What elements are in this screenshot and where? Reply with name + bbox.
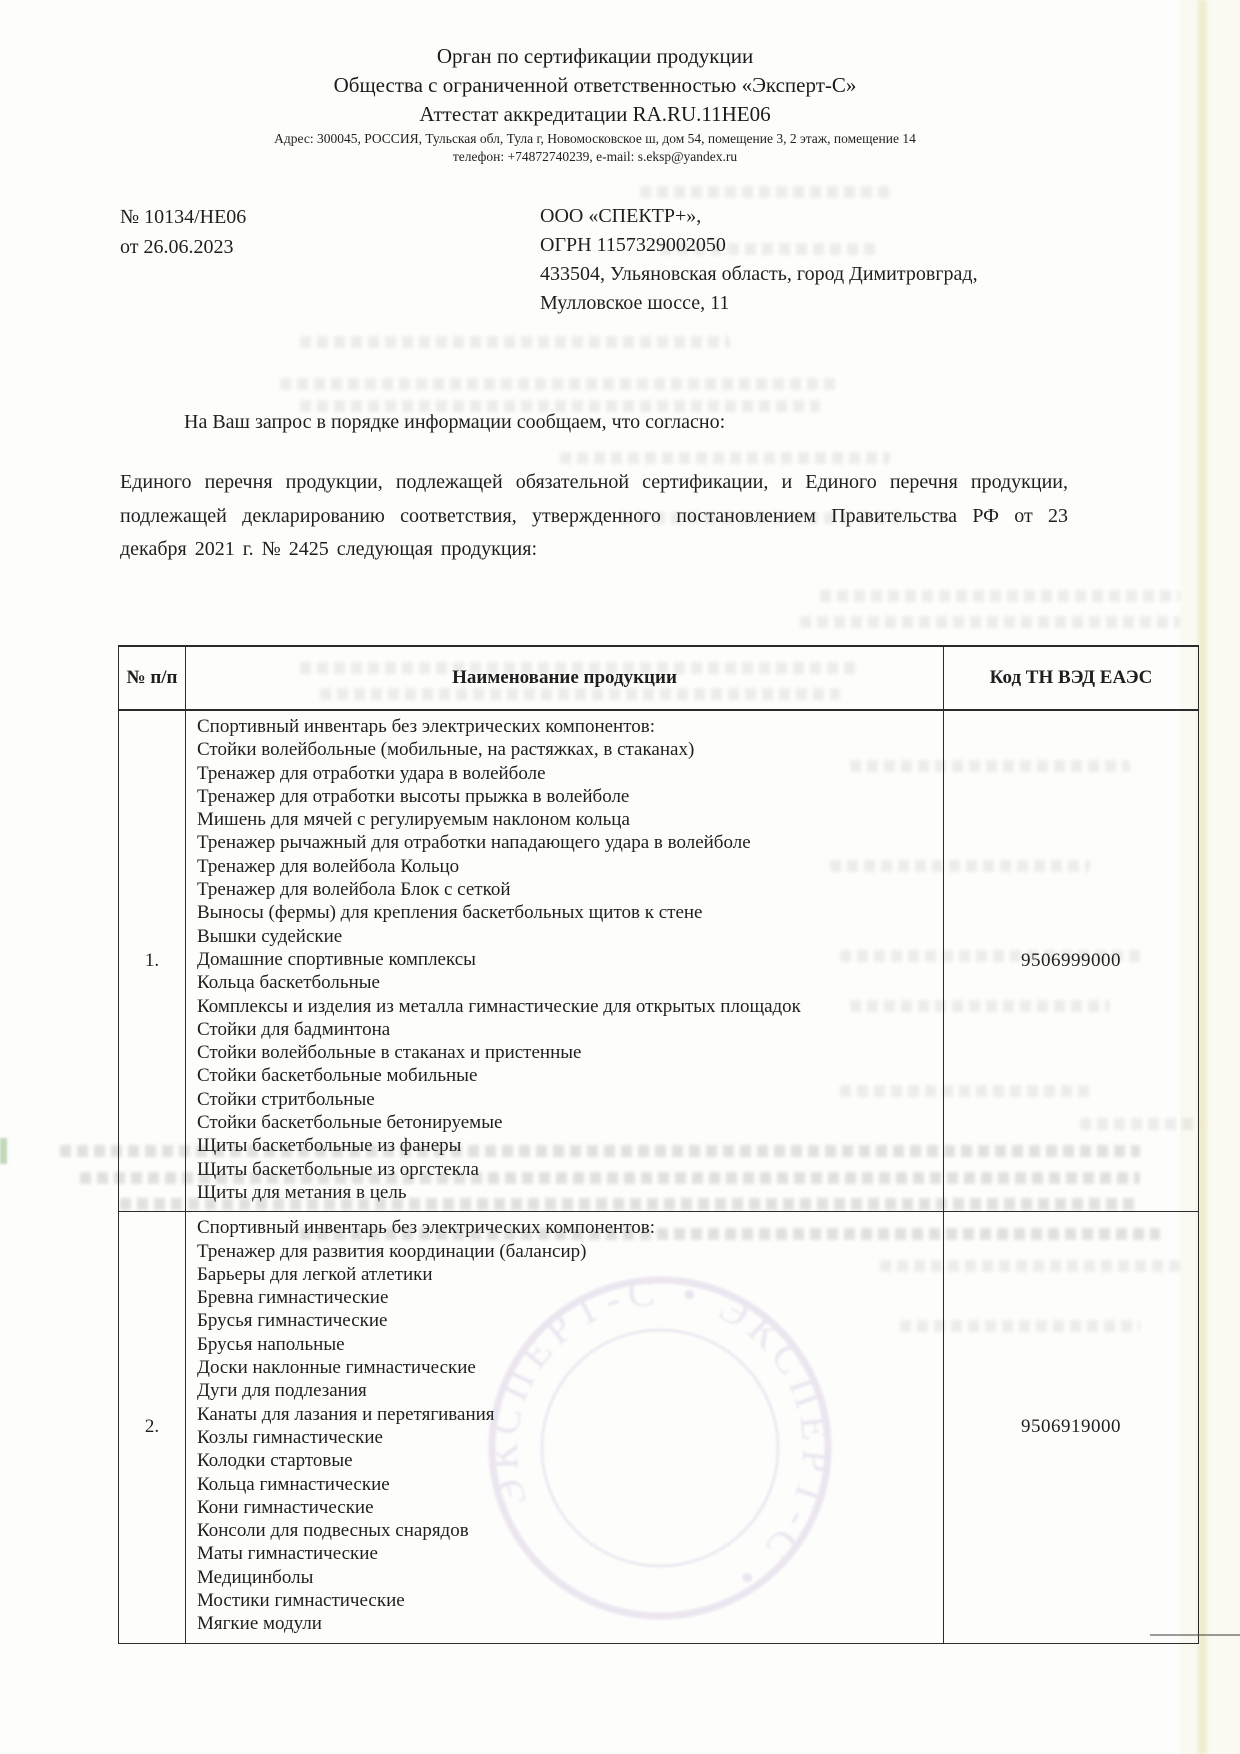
product-item: Стойки для бадминтона	[197, 1018, 391, 1040]
product-item: Стойки волейбольные (мобильные, на растяжках, в стаканах)	[197, 739, 695, 761]
product-item: Тренажер для отработки удара в волейболе	[197, 762, 546, 784]
recipient-name: ООО «СПЕКТР+»,	[540, 205, 702, 227]
product-item: Стойки волейбольные в стаканах и пристенные	[197, 1042, 582, 1064]
product-item: Вышки судейские	[197, 925, 343, 947]
tnved-code: 9506999000	[944, 710, 1199, 1212]
table-row	[119, 710, 1199, 1212]
product-item: Колодки стартовые	[197, 1450, 353, 1472]
col-header-name: Наименование продукции	[186, 646, 944, 710]
bleed-through-artifact	[280, 378, 840, 390]
product-item: Спортивный инвентарь без электрических компонентов:	[197, 1217, 656, 1239]
bleed-through-artifact	[640, 186, 890, 198]
recipient-block	[540, 202, 1070, 318]
product-item: Козлы гимнастические	[197, 1426, 383, 1448]
scan-edge-artifact	[1198, 0, 1207, 1754]
product-item: Доски наклонные гимнастические	[197, 1357, 476, 1379]
product-item: Тренажер для развития координации (балансир)	[197, 1240, 587, 1262]
bleed-through-artifact	[800, 616, 1180, 628]
product-item: Комплексы и изделия из металла гимнастические для открытых площадок	[197, 995, 801, 1017]
product-item: Спортивный инвентарь без электрических компонентов:	[197, 716, 656, 737]
table-header-row	[119, 646, 1199, 710]
letter-date: от 26.06.2023	[120, 236, 234, 258]
letter-number: № 10134/НЕ06	[120, 206, 247, 228]
org-title: Орган по сертификации продукции	[436, 44, 754, 68]
product-item: Тренажер для волейбола Блок с сеткой	[197, 879, 511, 901]
recipient-address-line2: Мулловское шоссе, 11	[540, 292, 730, 314]
legal-paragraph: Единого перечня продукции, подлежащей обязательной сертификации, и Единого перечня продукции, подлежащей декларированию соответствия, утвержденного постановлением Правительства РФ от 23 декабря 2021 г. № 2425 следующая продукция:	[120, 471, 1068, 560]
product-items-cell	[186, 1212, 944, 1643]
letterhead	[120, 42, 1070, 165]
col-header-code: Код ТН ВЭД ЕАЭС	[944, 646, 1199, 710]
product-item: Мишень для мячей с регулируемым наклоном кольца	[197, 809, 630, 831]
product-item: Тренажер для отработки высоты прыжка в волейболе	[197, 785, 630, 807]
product-item: Тренажер рычажный для отработки нападающего удара в волейболе	[197, 832, 751, 854]
product-item: Домашние спортивные комплексы	[197, 948, 476, 970]
product-item: Брусья напольные	[197, 1333, 345, 1355]
row-number: 2.	[119, 1212, 186, 1643]
products-table	[118, 645, 1199, 1644]
product-item: Щиты для метания в цель	[197, 1181, 407, 1203]
bleed-through-artifact	[300, 336, 730, 348]
table-body	[119, 710, 1199, 1643]
product-item: Дуги для подлезания	[197, 1380, 367, 1402]
stamp-text: ЭКСПЕРТ-С • ЭКСПЕРТ-С •	[480, 1268, 840, 1605]
product-item: Мостики гимнастические	[197, 1589, 405, 1611]
reference-block	[120, 202, 1070, 318]
product-item: Мягкие модули	[197, 1613, 322, 1635]
col-header-num: № п/п	[119, 646, 186, 710]
product-item: Щиты баскетбольные из фанеры	[197, 1135, 462, 1157]
product-item: Тренажер для волейбола Кольцо	[197, 855, 460, 877]
product-item: Кольца гимнастические	[197, 1473, 390, 1495]
scan-edge-artifact	[0, 1138, 7, 1164]
product-item: Щиты баскетбольные из оргстекла	[197, 1158, 479, 1180]
table-row	[119, 1212, 1199, 1643]
org-contact: телефон: +74872740239, e-mail: s.eksp@yandex.ru	[452, 149, 738, 164]
outgoing-reference	[120, 202, 540, 318]
product-item: Кольца баскетбольные	[197, 972, 380, 994]
table-header	[119, 646, 1199, 710]
recipient-ogrn: ОГРН 1157329002050	[540, 234, 726, 256]
product-item: Барьеры для легкой атлетики	[197, 1263, 433, 1285]
product-item: Стойки баскетбольные бетонируемые	[197, 1112, 503, 1134]
recipient-address-line1: 433504, Ульяновская область, город Димитровград,	[540, 263, 978, 285]
row-number: 1.	[119, 710, 186, 1212]
intro-line: На Ваш запрос в порядке информации сообщаем, что согласно:	[184, 411, 726, 433]
product-item: Кони гимнастические	[197, 1496, 374, 1518]
bleed-through-artifact	[820, 590, 1180, 602]
product-items-cell	[186, 710, 944, 1212]
org-address: Адрес: 300045, РОССИЯ, Тульская обл, Тула г, Новомосковское ш, дом 54, помещение 3, 2 этаж, помещение 14	[274, 131, 916, 146]
scan-line-artifact	[1150, 1634, 1240, 1636]
product-item: Канаты для лазания и перетягивания	[197, 1403, 495, 1425]
product-item: Выносы (фермы) для крепления баскетбольных щитов к стене	[197, 902, 703, 924]
product-item: Стойки баскетбольные мобильные	[197, 1065, 478, 1087]
product-item: Брусья гимнастические	[197, 1310, 388, 1332]
org-name: Общества с ограниченной ответственностью «Эксперт-С»	[333, 73, 857, 97]
product-item: Стойки стритбольные	[197, 1088, 375, 1110]
product-item: Консоли для подвесных снарядов	[197, 1520, 469, 1542]
tnved-code: 9506919000	[944, 1212, 1199, 1643]
product-item: Маты гимнастические	[197, 1543, 378, 1565]
product-item: Бревна гимнастические	[197, 1287, 389, 1309]
product-item: Медицинболы	[197, 1566, 314, 1588]
accreditation-line: Аттестат аккредитации RA.RU.11НЕ06	[419, 102, 771, 126]
bleed-through-artifact	[560, 452, 890, 464]
